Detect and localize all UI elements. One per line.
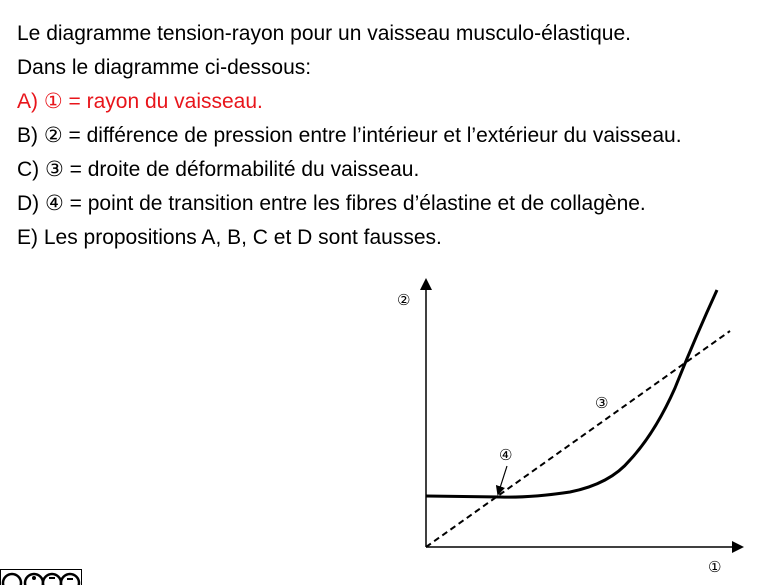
question-intro: Dans le diagramme ci-dessous:	[17, 56, 312, 79]
y-axis-label: ②	[397, 291, 411, 309]
line-label: ③	[595, 394, 609, 412]
point-label: ④	[499, 446, 513, 464]
option-c: C) ③ = droite de déformabilité du vaisseau.	[17, 158, 420, 181]
point-pointer-arrow	[499, 466, 507, 491]
question-block	[17, 17, 771, 255]
x-axis-label: ①	[708, 558, 722, 576]
option-b: B) ② = différence de pression entre l’intérieur et l’extérieur du vaisseau.	[17, 124, 682, 147]
license-badge	[0, 569, 82, 585]
question-title: Le diagramme tension-rayon pour un vaisseau musculo-élastique.	[17, 22, 632, 45]
tension-radius-diagram	[380, 268, 771, 585]
option-a: A) ① = rayon du vaisseau.	[17, 90, 263, 113]
option-e: E) Les propositions A, B, C et D sont fausses.	[17, 226, 442, 249]
tension-curve	[426, 290, 717, 497]
creative-commons-by-nc-nd-icon	[0, 569, 82, 585]
option-d: D) ④ = point de transition entre les fibres d’élastine et de collagène.	[17, 192, 646, 215]
